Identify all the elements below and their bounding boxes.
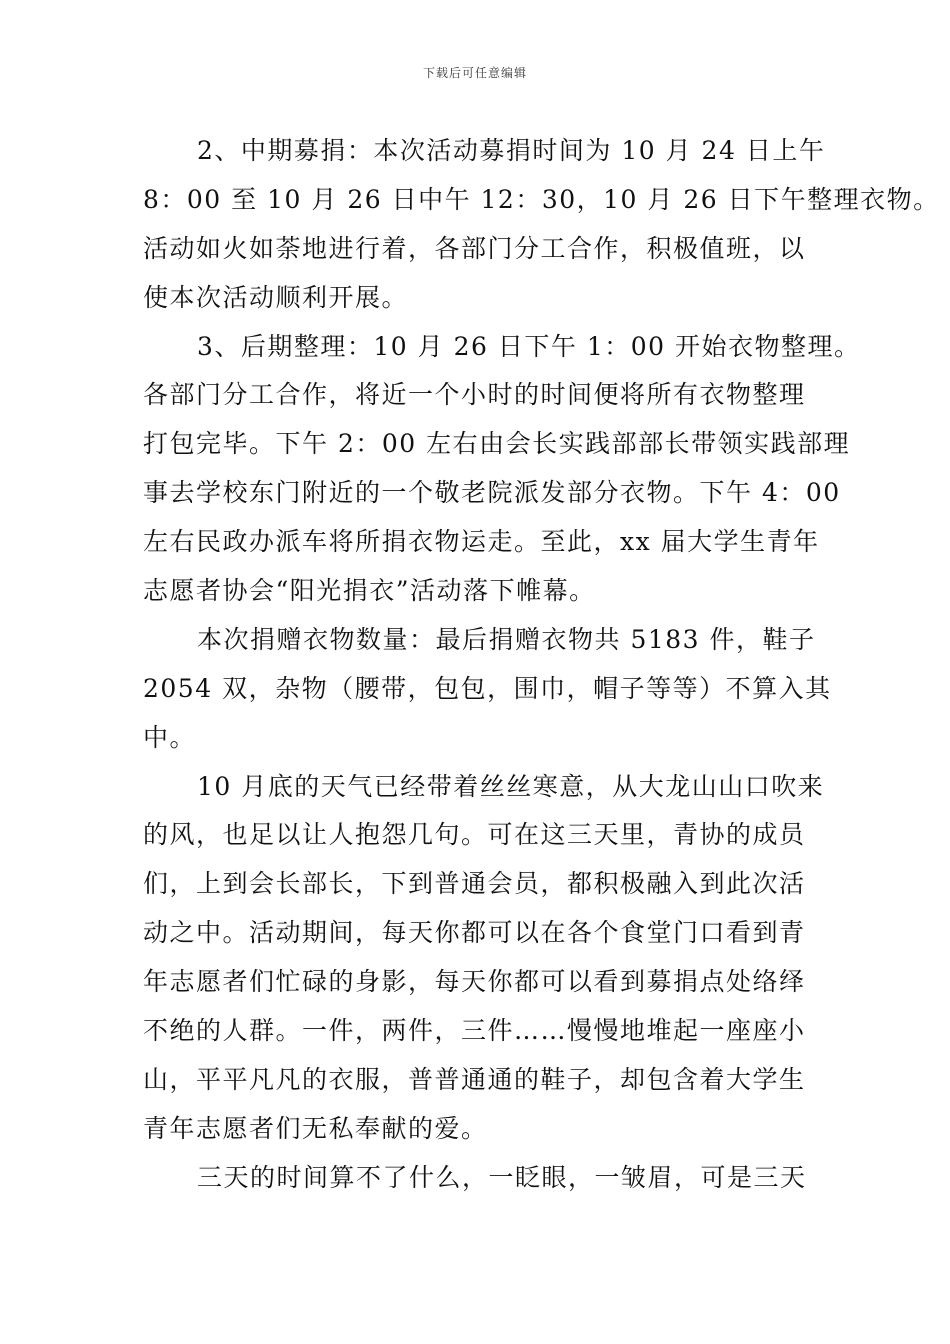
paragraph-line: 各部门分工合作，将近一个小时的时间便将所有衣物整理 [143,380,806,410]
paragraph-line: 打包完毕。下午 2：00 左右由会长实践部部长带领实践部理 [143,429,851,459]
paragraph-line: 2054 双，杂物（腰带，包包，围巾，帽子等等）不算入其 [143,673,832,703]
page-header-note: 下载后可任意编辑 [422,66,527,80]
paragraph-line: 10 月底的天气已经带着丝丝寒意，从大龙山山口吹来 [197,771,825,801]
paragraph-line: 年志愿者们忙碌的身影，每天你都可以看到募捐点处络绎 [143,967,806,997]
paragraph-line: 左右民政办派车将所捐衣物运走。至此，xx 届大学生青年 [143,527,820,557]
paragraph-line: 3、后期整理：10 月 26 日下午 1：00 开始衣物整理。 [197,331,861,361]
paragraph-line: 8：00 至 10 月 26 日中午 12：30，10 月 26 日下午整理衣物。 [143,184,940,214]
paragraph-line: 的风，也足以让人抱怨几句。可在这三天里，青协的成员 [143,820,806,850]
paragraph-line: 们，上到会长部长，下到普通会员，都积极融入到此次活 [143,869,806,899]
paragraph-line: 青年志愿者们无私奉献的爱。 [143,1113,488,1143]
document-body [143,127,940,1203]
paragraph-line: 事去学校东门附近的一个敬老院派发部分衣物。下午 4：00 [143,478,841,508]
paragraph-line: 山，平平凡凡的衣服，普普通通的鞋子，却包含着大学生 [143,1064,806,1094]
paragraph-line: 中。 [143,722,197,752]
paragraph-line: 2、中期募捐：本次活动募捐时间为 10 月 24 日上午 [197,136,826,165]
paragraph-line: 本次捐赠衣物数量：最后捐赠衣物共 5183 件，鞋子 [197,624,816,654]
paragraph-line: 不绝的人群。一件，两件，三件……慢慢地堆起一座座小 [143,1016,806,1046]
paragraph-line: 活动如火如荼地进行着，各部门分工合作，积极值班，以 [143,233,806,263]
paragraph-line: 志愿者协会“阳光捐衣”活动落下帷幕。 [143,576,596,606]
paragraph-line: 三天的时间算不了什么，一眨眼，一皱眉，可是三天 [197,1162,807,1192]
paragraph-line: 使本次活动顺利开展。 [143,282,409,312]
paragraph-line: 动之中。活动期间，每天你都可以在各个食堂门口看到青 [143,918,806,948]
